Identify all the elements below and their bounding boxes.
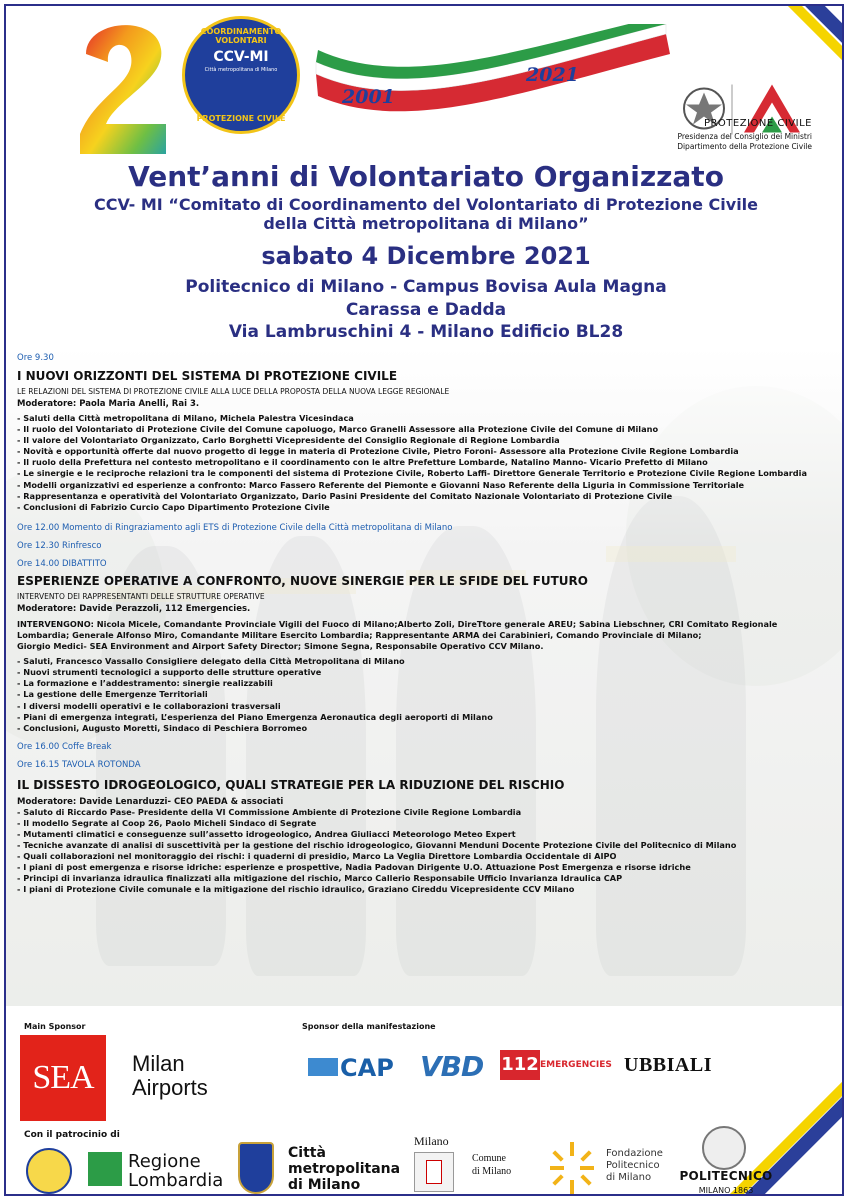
112-text: EMERGENCIES bbox=[540, 1060, 612, 1070]
year-start: 2001 bbox=[342, 86, 395, 108]
page-title: Vent’anni di Volontariato Organizzato bbox=[128, 160, 724, 193]
sea-logo: SEA bbox=[20, 1035, 106, 1121]
pc-subtitle bbox=[666, 132, 812, 152]
speakers-line: Lombardia; Generale Alfonso Miro, Comandante Militare Esercito Lombardia; Rappresentante ARMA dei Carabinieri, Comando Provinciale di Milano; bbox=[17, 629, 702, 640]
112-number: 112 bbox=[500, 1050, 540, 1080]
comune-milano-title: Milano bbox=[414, 1134, 449, 1148]
section-caption-2: INTERVENTO DEI RAPPRESENTANTI DELLE STRUTTURE OPERATIVE bbox=[17, 591, 265, 601]
speakers-line: INTERVENGONO: Nicola Micele, Comandante Provinciale Vigili del Fuoco di Milano;Alberto Zoli, DirеТtore generale AREU; Sabina Liebschner, CRI Comitato Regionale bbox=[17, 618, 778, 629]
politecnico-subtitle: MILANO 1863 bbox=[698, 1186, 754, 1195]
list-item: - Rappresentanza e operatività del Volontariato Organizzato, Dario Pasini Presidente del Comitato Nazionale Volontariato di Protezione Civile bbox=[17, 490, 673, 501]
protezione-civile-lombardia-icon bbox=[26, 1148, 72, 1194]
list-item: - Modelli organizzativi ed esperienze a confronto: Marco Fassero Referente del Piemonte e Giovanni Naso Referente della Liguria in Commissione Territoriale bbox=[17, 479, 745, 490]
ubbiali-logo: UBBIALI bbox=[624, 1054, 712, 1076]
list-item: - Principi di invarianza idraulica finalizzati alla mitigazione del rischio, Marco Callerio Responsabile Ufficio Invarianza Idraulica CAP bbox=[17, 873, 623, 884]
list-item: - Mutamenti climatici e conseguenze sull’assetto idrogeologico, Andrea Giuliacci Meteorologo Meteo Expert bbox=[17, 828, 516, 839]
list-item: - Il ruolo del Volontariato di Protezione Civile del Comune capoluogo, Marco Granelli Assessore alla Protezione Civile del Comune di Milano bbox=[17, 424, 659, 435]
milano-cross-icon bbox=[426, 1160, 442, 1184]
list-item: - Piani di emergenza integrati, L’esperienza del Piano Emergenza Aeronautica degli aeroporti di Milano bbox=[17, 711, 493, 722]
pc-subtitle-line2: Dipartimento della Protezione Civile bbox=[677, 142, 812, 151]
time-1200: Ore 12.00 Momento di Ringraziamento agli ETS di Protezione Civile della Città metropolitana di Milano bbox=[17, 522, 453, 533]
subtitle-line2: della Città metropolitana di Milano” bbox=[263, 214, 589, 233]
section-title-2: ESPERIENZE OPERATIVE A CONFRONTO, NUOVE SINERGIE PER LE SFIDE DEL FUTURO bbox=[17, 573, 588, 588]
event-date: sabato 4 Dicembre 2021 bbox=[261, 242, 591, 270]
list-item: - Tecniche avanzate di analisi di suscettività per la gestione del rischio idrogeologico, Giovanni Menduni Docente Protezione Civile del Politecnico di Milano bbox=[17, 840, 737, 851]
seal-subtitle: Città metropolitana di Milano bbox=[204, 67, 278, 73]
seal-title: CCV-MI bbox=[213, 49, 269, 65]
regione-lombardia-line2: Lombardia bbox=[128, 1170, 224, 1191]
112-emergencies-logo bbox=[500, 1050, 612, 1080]
moderator-1: Moderatore: Paola Maria Anelli, Rai 3. bbox=[17, 399, 200, 409]
regione-lombardia-icon bbox=[88, 1152, 122, 1186]
regione-lombardia-logo bbox=[128, 1152, 223, 1190]
list-item: - La formazione e l’addestramento: sinergie realizzabili bbox=[17, 678, 273, 689]
moderator-3: Moderatore: Davide Lenarduzzi- CEO PAEDA & associati bbox=[17, 796, 284, 807]
pc-title: PROTEZIONE CIVILE bbox=[703, 118, 812, 129]
section-title-3: IL DISSESTO IDROGEOLOGICO, QUALI STRATEGIE PER LA RIDUZIONE DEL RISCHIO bbox=[17, 777, 565, 792]
citta-metropolitana-crest-icon bbox=[238, 1142, 274, 1194]
list-item: - I piani di Protezione Civile comunale e la mitigazione del rischio idraulico, Graziano Cireddu Vicepresidente CCV Milano bbox=[17, 884, 575, 895]
list-item: - Quali collaborazioni nel monitoraggio dei rischi: i quaderni di presidio, Marco La Veglia Direttore Lombardia Occidentale di AIPO bbox=[17, 851, 617, 862]
list-item: - Il ruolo della Prefettura nel contesto metropolitano e il coordinamento con le altre Prefetture Lombarde, Natalino Manno- Vicario Prefetto di Milano bbox=[17, 457, 708, 468]
time-1600: Ore 16.00 Coffe Break bbox=[17, 741, 112, 752]
section-caption-1: LE RELAZIONI DEL SISTEMA DI PROTEZIONE CIVILE ALLA LUCE DELLA PROPOSTA DELLA NUOVA LEGGE REGIONALE bbox=[17, 387, 450, 396]
list-item: - Saluti, Francesco Vassallo Consigliere delegato della Città Metropolitana di Milano bbox=[17, 656, 405, 667]
pc-subtitle-line1: Presidenza del Consiglio dei Ministri bbox=[677, 132, 812, 141]
list-item: - Saluto di Riccardo Pase- Presidente della VI Commissione Ambiente di Protezione Civile Regione Lombardia bbox=[17, 806, 522, 817]
politecnico-logo: POLITECNICO bbox=[679, 1169, 773, 1183]
italian-flag-ribbon bbox=[296, 24, 676, 124]
venue-line1: Politecnico di Milano - Campus Bovisa Aula Magna bbox=[185, 277, 667, 297]
cap-icon bbox=[308, 1058, 338, 1076]
list-item: - La gestione delle Emergenze Territoriali bbox=[17, 689, 208, 700]
list-item: - Novità e opportunità offerte dal nuovo progetto di legge in materia di Protezione Civile, Pietro Foroni- Assessore alla Protezione Civile Regione Lombardia bbox=[17, 446, 739, 457]
vbd-logo: VBD bbox=[420, 1050, 484, 1083]
fp-line2: Politecnico bbox=[606, 1160, 660, 1171]
list-item: - Nuovi strumenti tecnologici a supporto delle strutture operative bbox=[17, 667, 322, 678]
comune-milano-line1: Comune bbox=[472, 1153, 506, 1164]
milan-airports-logo bbox=[132, 1052, 208, 1100]
venue-line3: Via Lambruschini 4 - Milano Edificio BL28 bbox=[228, 322, 624, 342]
year-end: 2021 bbox=[526, 64, 579, 86]
fp-line1: Fondazione bbox=[606, 1148, 663, 1159]
subtitle-line1: CCV- MI “Comitato di Coordinamento del Volontariato di Protezione Civile bbox=[93, 195, 759, 214]
comune-milano-logo bbox=[472, 1152, 511, 1178]
seal-ring-top-text: COORDINAMENTO VOLONTARI bbox=[200, 27, 282, 45]
time-1230: Ore 12.30 Rinfresco bbox=[17, 540, 102, 551]
poster bbox=[4, 4, 844, 1196]
list-item: - I diversi modelli operativi e le collaborazioni trasversali bbox=[17, 700, 281, 711]
list-item: - Il modello Segrate al Coop 26, Paolo Micheli Sindaco di Segrate bbox=[17, 817, 317, 828]
cm-line2: metropolitana bbox=[288, 1161, 401, 1177]
main-sponsor-label: Main Sponsor bbox=[24, 1022, 86, 1031]
comune-milano-line2: di Milano bbox=[472, 1166, 512, 1177]
list-item: - Le sinergie e le reciproche relazioni tra le componenti del sistema di Protezione Civile, Roberto Laffi- Direttore Generale Territorio e Protezione Civile Regione Lombardia bbox=[17, 468, 807, 479]
citta-metropolitana-logo bbox=[288, 1145, 400, 1193]
milan-airports-line1: Milan bbox=[132, 1051, 185, 1076]
moderator-2: Moderatore: Davide Perazzoli, 112 Emergencies. bbox=[17, 603, 251, 614]
twenty-years-logo bbox=[76, 14, 196, 156]
fondazione-politecnico-icon bbox=[548, 1140, 596, 1196]
list-item: - Saluti della Città metropolitana di Milano, Michela Palestra Vicesindaca bbox=[17, 413, 354, 423]
cm-line1: Città bbox=[288, 1145, 326, 1161]
time-0930: Ore 9.30 bbox=[17, 353, 54, 363]
speakers-line: Giorgio Medici- SEA Environment and Airport Safety Director; Simone Segna, Responsabile Operativo CCV Milano. bbox=[17, 641, 544, 652]
fp-line3: di Milano bbox=[606, 1172, 652, 1183]
program bbox=[17, 353, 842, 896]
politecnico-seal-icon bbox=[702, 1126, 746, 1170]
fondazione-politecnico-logo bbox=[606, 1148, 663, 1184]
speakers-paragraph bbox=[17, 619, 842, 652]
list-item: - Conclusioni, Augusto Moretti, Sindaco di Peschiera Borromeo bbox=[17, 722, 308, 733]
venue-line2: Carassa e Dadda bbox=[345, 300, 507, 320]
event-sponsor-label: Sponsor della manifestazione bbox=[302, 1022, 436, 1031]
section-title-1: I NUOVI ORIZZONTI DEL SISTEMA DI PROTEZIONE CIVILE bbox=[17, 369, 398, 383]
time-1400: Ore 14.00 DIBATTITO bbox=[17, 558, 107, 569]
regione-lombardia-line1: Regione bbox=[128, 1151, 201, 1172]
list-item: - Il valore del Volontariato Organizzato, Carlo Borghetti Vicepresidente del Consiglio Regionale di Regione Lombardia bbox=[17, 435, 560, 446]
ccv-mi-seal bbox=[182, 16, 300, 134]
cap-logo: CAP bbox=[340, 1054, 394, 1082]
time-1615: Ore 16.15 TAVOLA ROTONDA bbox=[17, 759, 141, 770]
seal-ring-bottom-text: PROTEZIONE CIVILE bbox=[196, 114, 286, 123]
list-item: - Conclusioni di Fabrizio Curcio Capo Dipartimento Protezione Civile bbox=[17, 501, 330, 512]
patronage-label: Con il patrocinio di bbox=[24, 1130, 120, 1140]
cm-line3: di Milano bbox=[288, 1177, 361, 1193]
milan-airports-line2: Airports bbox=[132, 1075, 208, 1100]
list-item: - I piani di post emergenza e risorse idriche: esperienze e prospettive, Nadia Padovan Dirigente U.O. Attuazione Post Emergenza e risorse idriche bbox=[17, 862, 691, 873]
